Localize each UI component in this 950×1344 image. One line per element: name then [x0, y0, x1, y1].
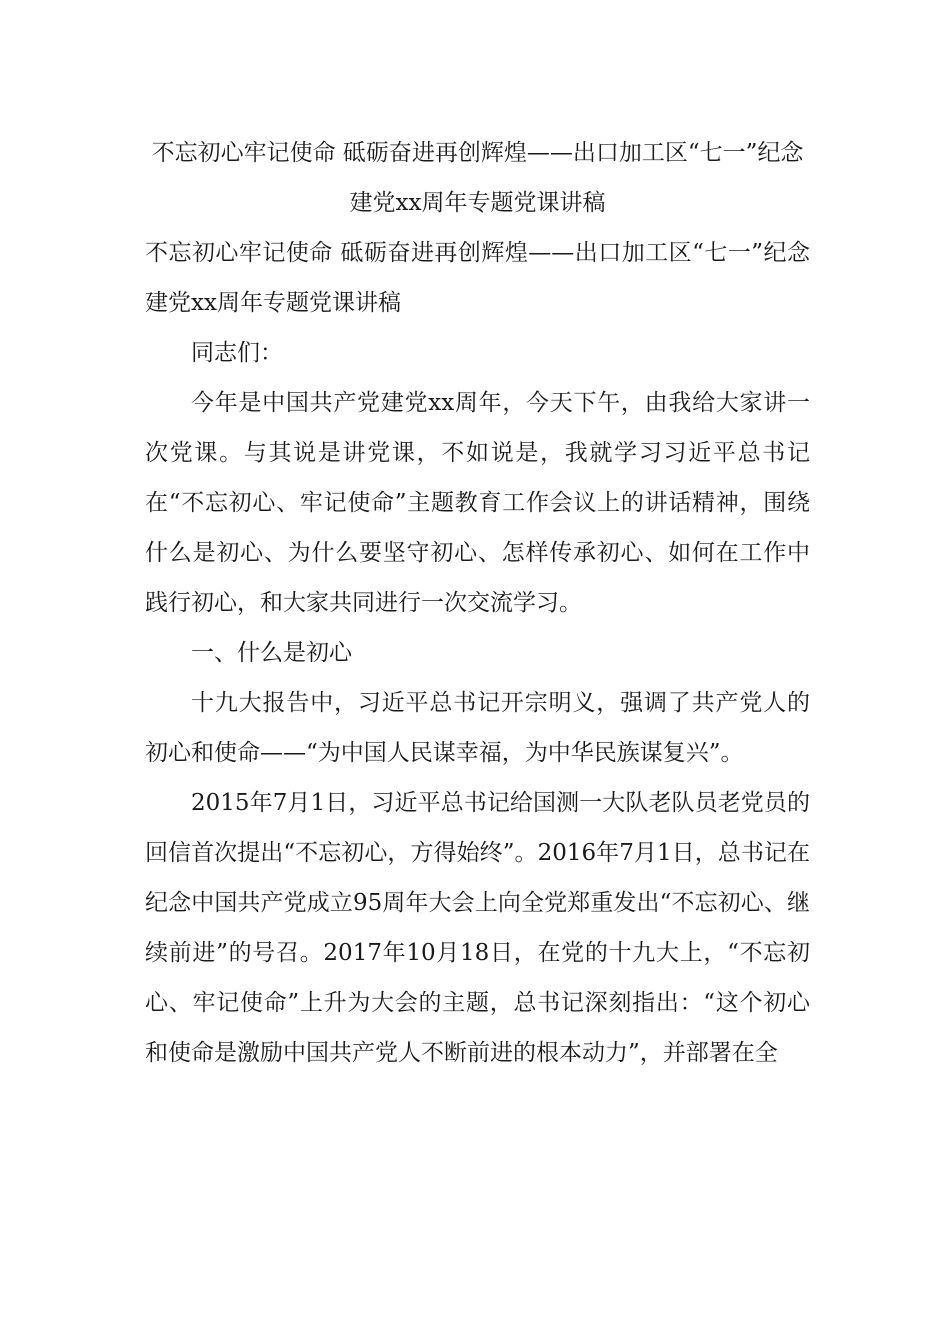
subtitle-paragraph: 不忘初心牢记使命 砥砺奋进再创辉煌——出口加工区“七一”纪念建党xx周年专题党课讲稿	[145, 240, 810, 316]
document-body	[145, 128, 810, 1078]
body-paragraph: 2015年7月1日，习近平总书记给国测一大队老队员老党员的回信首次提出“不忘初心，方得始终”。2016年7月1日，总书记在纪念中国共产党成立95周年大会上向全党郑重发出“不忘初心、继续前进”的号召。2017年10月18日，在党的十九大上，“不忘初心、牢记使命”上升为大会的主题，总书记深刻指出：“这个初心和使命是激励中国共产党人不断前进的根本动力”，并部署在全	[145, 790, 810, 1066]
section-heading: 一、什么是初心	[191, 640, 352, 666]
document-title: 不忘初心牢记使命 砥砺奋进再创辉煌——出口加工区“七一”纪念建党xx周年专题党课讲稿	[151, 140, 804, 216]
intro-paragraph: 今年是中国共产党建党xx周年，今天下午，由我给大家讲一次党课。与其说是讲党课，不如说是，我就学习习近平总书记在“不忘初心、牢记使命”主题教育工作会议上的讲话精神，围绕什么是初心、为什么要坚守初心、怎样传承初心、如何在工作中践行初心，和大家共同进行一次交流学习。	[145, 390, 810, 616]
salutation-paragraph: 同志们：	[191, 340, 283, 366]
body-paragraph: 十九大报告中，习近平总书记开宗明义，强调了共产党人的初心和使命——“为中国人民谋幸福，为中华民族谋复兴”。	[145, 690, 810, 766]
